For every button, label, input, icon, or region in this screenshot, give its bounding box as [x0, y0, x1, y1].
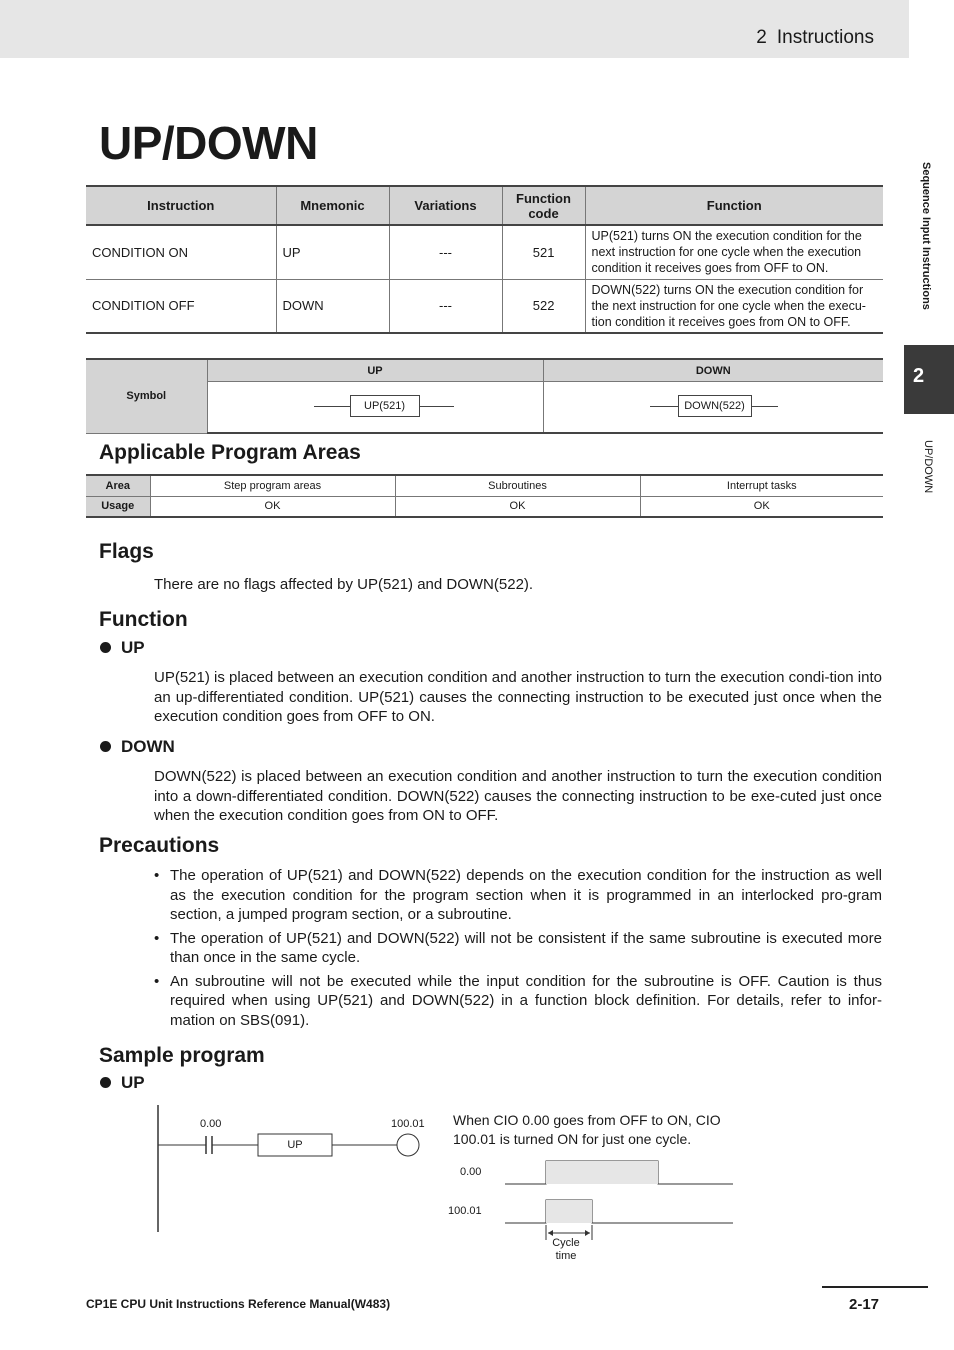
table-row: [86, 496, 883, 517]
chapter-header: [756, 27, 874, 49]
list-item: • The operation of UP(521) and DOWN(522) will not be consistent if the same subroutine is executed more than once in the same cycle.: [152, 929, 882, 968]
table-header: Function code: [502, 186, 585, 225]
sample-ladder-diagram: [150, 1100, 750, 1270]
area-label: Area: [86, 475, 150, 496]
ladder-line: [752, 406, 778, 407]
variations-cell: ---: [389, 279, 502, 333]
timing-label-input: 0.00: [460, 1166, 482, 1178]
bullet-dot-icon: [100, 642, 111, 653]
section-heading-flags: Flags: [99, 540, 154, 563]
up-instruction-box: UP(521): [350, 395, 420, 417]
down-heading-label: DOWN: [121, 737, 175, 756]
instruction-cell: CONDITION ON: [86, 225, 276, 279]
usage-cell: OK: [395, 496, 640, 517]
up-heading-label: UP: [121, 638, 145, 657]
symbol-col-down: DOWN: [543, 359, 883, 382]
sample-note: When CIO 0.00 goes from OFF to ON, CIO 100.01 is turned ON for just one cycle.: [453, 1112, 721, 1147]
variations-cell: ---: [389, 225, 502, 279]
list-item: • The operation of UP(521) and DOWN(522) depends on the execution condition for the instruction as well as the execution condition for the program section when it is programmed in an interlocked pro-gram section, a jumped program section, or a subroutine.: [152, 866, 882, 925]
chapter-number: 2: [756, 27, 767, 48]
table-header: Mnemonic: [276, 186, 389, 225]
function-down-text: DOWN(522) is placed between an execution condition and another instruction to turn the execution condition into a down-differentiated condition. DOWN(522) causes the connecting instruction to be exe-cuted just once when the execution condition goes from ON to OFF.: [154, 768, 882, 824]
table-row: [86, 279, 883, 333]
mnemonic-cell: UP: [276, 225, 389, 279]
program-areas-table: [86, 474, 883, 518]
table-header: Function: [585, 186, 883, 225]
footer-page-number: 2-17: [849, 1296, 880, 1313]
chapter-tab: [904, 345, 954, 414]
page-title: UP/DOWN: [99, 117, 318, 169]
up-symbol-cell: [207, 382, 543, 433]
function-cell: DOWN(522) turns ON the execution condition for the next instruction for one cycle when the execu-tion condition it receives goes from ON to OFF.: [585, 279, 883, 333]
ladder-line: [314, 406, 350, 407]
section-heading-precautions: Precautions: [99, 834, 220, 857]
chapter-tab-number: 2: [913, 365, 925, 387]
down-symbol-cell: [543, 382, 883, 433]
cycle-time-label: [544, 1237, 588, 1263]
bullet-dot-icon: [100, 741, 111, 752]
usage-cell: OK: [150, 496, 395, 517]
section-heading-areas: Applicable Program Areas: [99, 441, 361, 464]
usage-label: Usage: [86, 496, 150, 517]
usage-cell: OK: [640, 496, 883, 517]
precautions-list: [152, 866, 882, 1034]
instruction-cell: CONDITION OFF: [86, 279, 276, 333]
area-cell: Interrupt tasks: [640, 475, 883, 496]
footer-manual-title: CP1E CPU Unit Instructions Reference Manual(W483): [86, 1297, 391, 1311]
function-cell: UP(521) turns ON the execution condition for the next instruction for one cycle when the execution condition it receives goes from OFF to ON.: [585, 225, 883, 279]
code-cell: 521: [502, 225, 585, 279]
list-item: • An subroutine will not be executed while the input condition for the subroutine is OFF. Caution is thus required when using UP(521) and DOWN(522) in a function block definition. For details, refer to infor-mation on SBS(091).: [152, 972, 882, 1031]
symbol-table: [86, 358, 883, 434]
code-cell: 522: [502, 279, 585, 333]
ladder-line: [650, 406, 678, 407]
timing-label-output: 100.01: [448, 1205, 482, 1217]
bullet-dot-icon: [100, 1077, 111, 1088]
symbol-col-up: UP: [207, 359, 543, 382]
table-header: Instruction: [86, 186, 276, 225]
contact-address: 0.00: [200, 1118, 222, 1130]
ladder-box-label: UP: [287, 1139, 303, 1151]
table-header: Variations: [389, 186, 502, 225]
function-up-text: UP(521) is placed between an execution condition and another instruction to turn the execution condi-tion into an up-differentiated condition. UP(521) causes the connecting instruction to be executed just once when the execution condition goes from OFF to ON.: [154, 669, 882, 725]
table-row: [86, 475, 883, 496]
symbol-label: Symbol: [86, 359, 207, 433]
ladder-line: [420, 406, 454, 407]
table-row: [86, 225, 883, 279]
sample-up-label: UP: [121, 1073, 145, 1092]
function-down-heading: [100, 737, 175, 757]
function-up-heading: [100, 638, 145, 658]
coil-address: 100.01: [391, 1118, 425, 1130]
side-section-label: Sequence Input Instructions: [920, 162, 932, 310]
side-page-label: UP/DOWN: [922, 440, 934, 494]
sample-up-heading: [100, 1073, 145, 1093]
area-cell: Step program areas: [150, 475, 395, 496]
time-label: time: [555, 1250, 577, 1262]
mnemonic-cell: DOWN: [276, 279, 389, 333]
cycle-label: Cycle: [552, 1237, 580, 1249]
section-heading-sample: Sample program: [99, 1044, 265, 1067]
area-cell: Subroutines: [395, 475, 640, 496]
footer-rule: [822, 1286, 928, 1288]
flags-text: There are no flags affected by UP(521) and DOWN(522).: [154, 576, 534, 593]
section-heading-function: Function: [99, 608, 188, 631]
instruction-table: [86, 185, 883, 334]
table-header-row: [86, 186, 883, 225]
down-instruction-box: DOWN(522): [678, 395, 752, 417]
chapter-title: Instructions: [776, 27, 874, 48]
